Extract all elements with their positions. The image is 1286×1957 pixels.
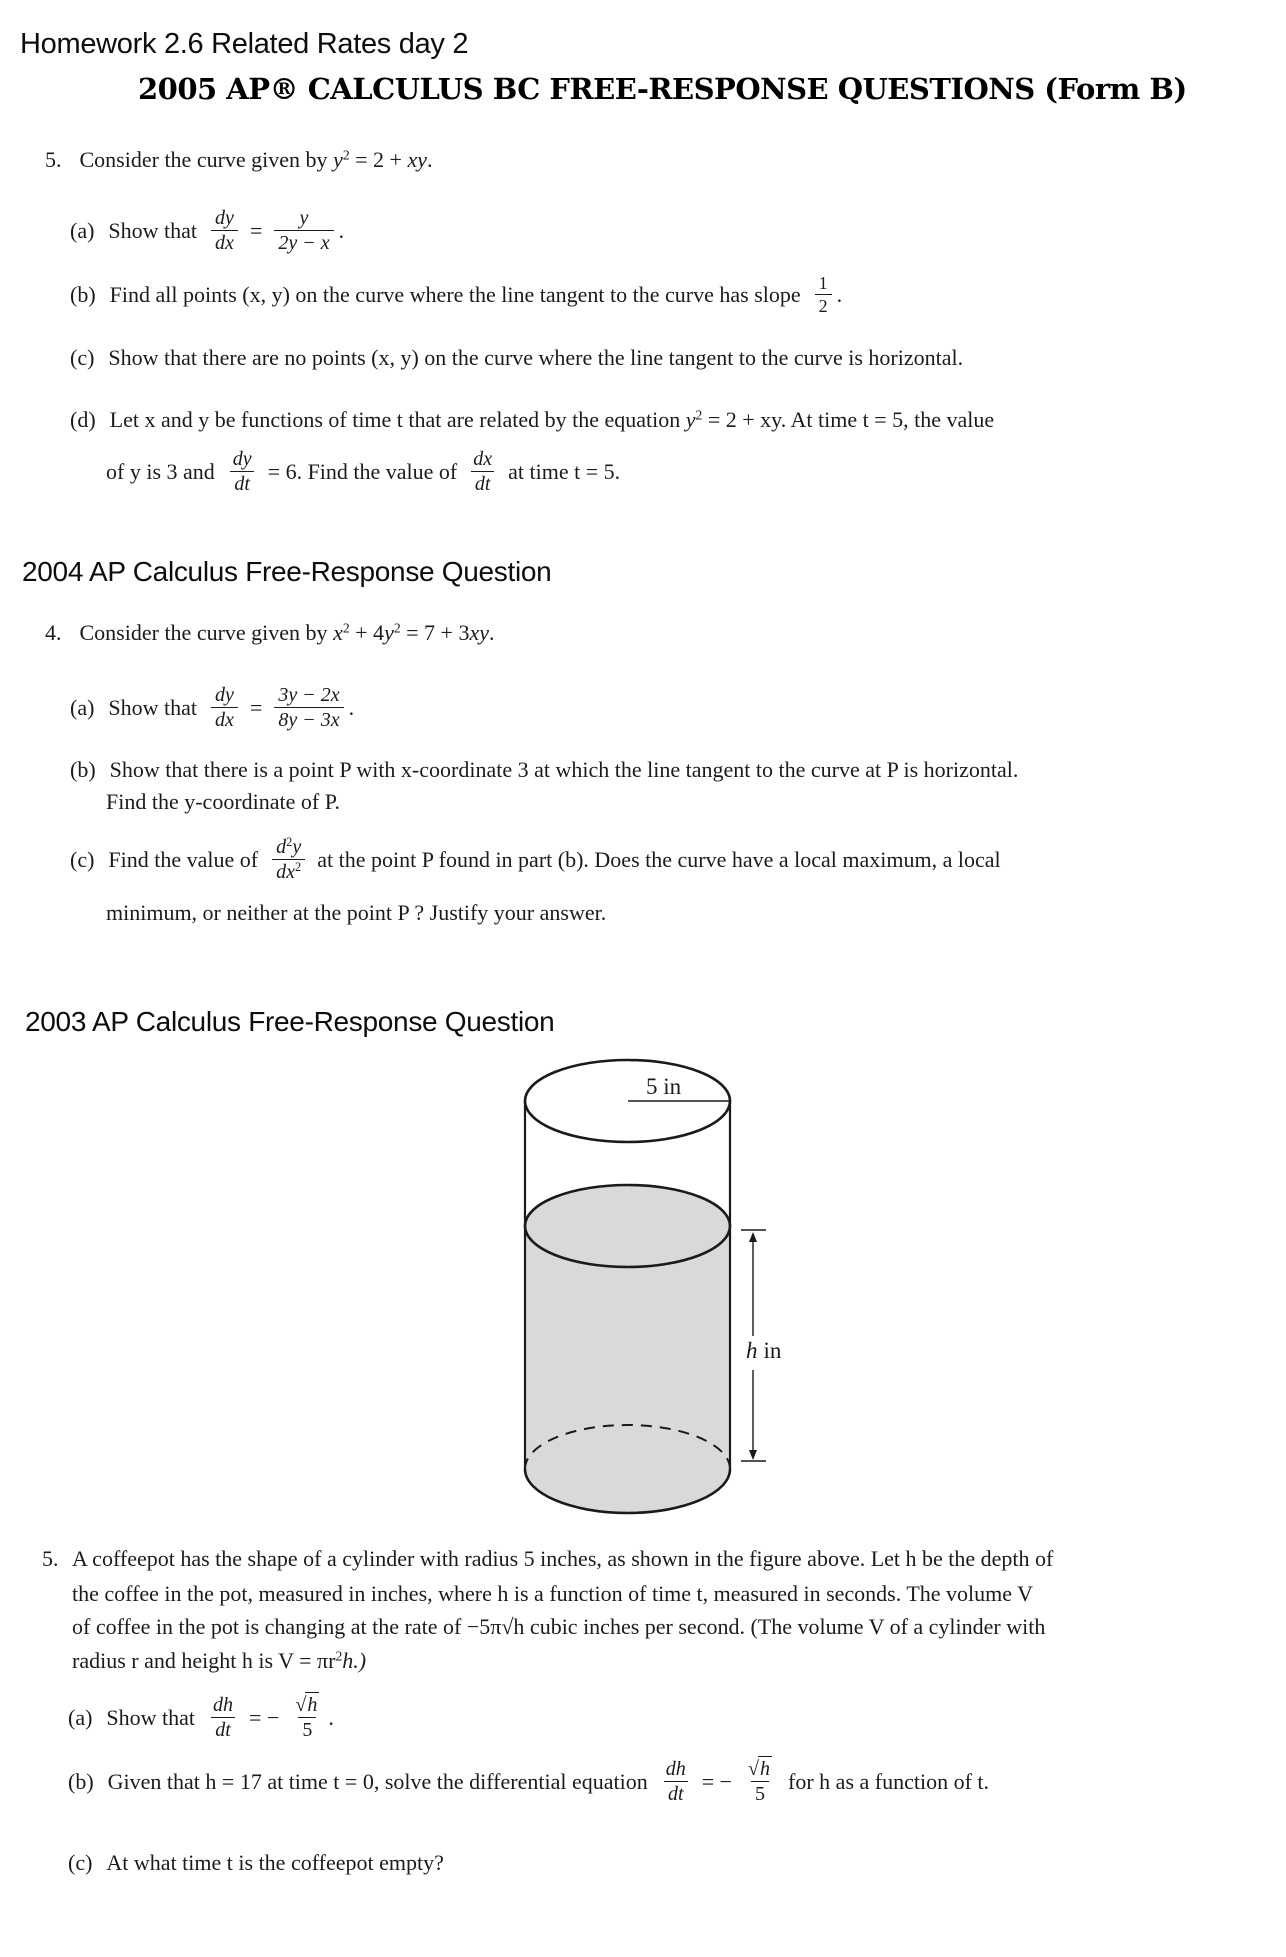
- sqrt-argument: h: [760, 1758, 771, 1780]
- part-text: Show that: [106, 1704, 196, 1730]
- fraction-denominator: 5: [298, 1717, 316, 1741]
- fraction-denominator: dx: [211, 707, 238, 731]
- stem-text: Consider the curve given by: [79, 620, 334, 645]
- part-text: Show that there are no points (x, y) on the curve where the line tangent to the curve is horizontal.: [108, 345, 964, 370]
- q5-2005-stem: [45, 147, 433, 173]
- q5-2005-part-a: [70, 207, 344, 255]
- homework-title: Homework 2.6 Related Rates day 2: [20, 28, 469, 60]
- q4-2004-stem: [45, 620, 495, 646]
- q5-2005-part-d-line1: [70, 407, 994, 433]
- math-var: d: [276, 836, 287, 858]
- math-var: dx: [276, 861, 296, 884]
- fraction-numerator: [744, 1758, 776, 1781]
- height-label: [746, 1338, 782, 1363]
- part-text: at time t = 5.: [508, 458, 621, 484]
- fraction-one-half: [815, 273, 832, 316]
- fraction-numerator: y: [299, 207, 309, 229]
- fraction-dh-dt: [662, 1758, 690, 1806]
- q4-2004-part-b-line1: [70, 757, 1018, 783]
- fraction-numerator: dy: [215, 684, 234, 706]
- part-label: (c): [70, 345, 95, 370]
- q5-2003-part-c: [68, 1850, 444, 1876]
- fraction-sqrth-over-5: [744, 1758, 776, 1806]
- fraction-numerator: dy: [232, 448, 252, 470]
- fraction-numerator: dh: [665, 1758, 686, 1780]
- q5-2003-line2: [72, 1581, 1033, 1607]
- equals-sign: = −: [701, 1768, 733, 1794]
- question-number: 5.: [45, 147, 62, 172]
- math-var: xy: [407, 147, 427, 172]
- fraction-sqrth-over-5: [291, 1694, 323, 1742]
- part-label: (b): [70, 281, 96, 307]
- part-label: (d): [70, 407, 96, 432]
- q5-2003-line4: [72, 1648, 366, 1674]
- period: .: [348, 694, 355, 720]
- q4-2004-part-b-line2: [106, 789, 340, 815]
- fraction-numerator: dx: [473, 448, 493, 470]
- stem-text: A coffeepot has the shape of a cylinder with radius 5 inches, as shown in the figure above. Let h be the depth of: [72, 1546, 1054, 1571]
- height-arrow-down: [749, 1450, 757, 1460]
- section-2003-heading: 2003 AP Calculus Free-Response Question: [25, 1006, 555, 1037]
- q5-2003-number: [42, 1546, 59, 1572]
- math-exponent: 2: [295, 860, 302, 875]
- stem-text: Consider the curve given by: [79, 147, 334, 172]
- part-text: of y is 3 and: [106, 458, 215, 484]
- math-var: y: [384, 620, 394, 645]
- fraction-denominator: 5: [751, 1781, 769, 1805]
- fraction-numerator: 3y − 2x: [278, 684, 340, 706]
- part-label: (a): [70, 217, 95, 243]
- math-var: y: [685, 407, 696, 432]
- q5-2005-part-b: [70, 273, 842, 316]
- height-unit: in: [763, 1338, 782, 1363]
- part-text: Show that: [108, 694, 198, 720]
- math-exponent: 2: [342, 147, 350, 163]
- stem-text: h.): [342, 1648, 367, 1673]
- part-label: (c): [68, 1850, 93, 1875]
- part-text: Find the y-coordinate of P.: [106, 789, 341, 814]
- math-var: y: [292, 836, 302, 858]
- equals-sign: = −: [249, 1704, 280, 1730]
- section-2004-heading: 2004 AP Calculus Free-Response Question: [22, 556, 552, 587]
- part-label: (c): [70, 846, 95, 872]
- period: .: [328, 1704, 334, 1730]
- part-text: minimum, or neither at the point P ? Justify your answer.: [106, 900, 607, 925]
- stem-text: = 7 + 3: [400, 620, 470, 645]
- height-var: h: [746, 1338, 758, 1363]
- part-text: Show that: [108, 217, 198, 243]
- part-text: Find the value of: [108, 846, 259, 872]
- math-var: x: [333, 620, 343, 645]
- math-var: y: [333, 147, 343, 172]
- fraction-numerator: [272, 836, 305, 859]
- part-text: = 6. Find the value of: [267, 458, 458, 484]
- fraction-dy-dt: [229, 448, 256, 496]
- part-label: (b): [68, 1768, 94, 1794]
- question-number: 5.: [42, 1546, 59, 1571]
- stem-text: + 4: [349, 620, 385, 645]
- part-text: Show that there is a point P with x-coordinate 3 at which the line tangent to the curve at P is horizontal.: [109, 757, 1019, 782]
- period: .: [836, 281, 843, 307]
- q4-2004-part-a: [70, 684, 354, 732]
- fraction-numerator: 1: [818, 273, 828, 293]
- stem-text: .: [489, 620, 495, 645]
- equals-sign: =: [249, 694, 263, 720]
- q4-2004-part-c-line2: [106, 900, 606, 926]
- fraction-denominator: dx: [211, 230, 238, 254]
- math-exponent: 2: [393, 620, 401, 636]
- fraction-denominator: 2: [815, 294, 832, 316]
- coffee-fill: [525, 1185, 730, 1513]
- fraction-dy-dx: [211, 207, 238, 255]
- part-label: (a): [68, 1704, 93, 1730]
- fraction-denominator: 8y − 3x: [274, 707, 343, 731]
- coffeepot-figure: [500, 1040, 820, 1540]
- part-text: At what time t is the coffeepot empty?: [106, 1850, 444, 1875]
- q5-2003-part-a: [68, 1694, 334, 1742]
- fraction-y-over-2y-x: [274, 207, 333, 255]
- equals-sign: =: [249, 217, 263, 243]
- stem-text: of coffee in the pot is changing at the rate of −5π√h cubic inches per second. (The volume V of a cylinder with: [72, 1614, 1046, 1639]
- part-text: Find all points (x, y) on the curve where the line tangent to the curve has slope: [109, 281, 801, 307]
- part-text: at the point P found in part (b). Does the curve have a local maximum, a local: [317, 846, 1001, 872]
- ap-2005-heading: 2005 AP® CALCULUS BC FREE-RESPONSE QUESTIONS (Form B): [138, 72, 1187, 106]
- fraction-numerator: [291, 1694, 323, 1717]
- stem-text: the coffee in the pot, measured in inches, where h is a function of time t, measured in seconds. The volume V: [72, 1581, 1034, 1606]
- fraction-denominator: dt: [664, 1781, 688, 1805]
- math-exponent: 2: [335, 1648, 343, 1664]
- fraction-denominator: [272, 859, 305, 883]
- q5-2003-line3: [72, 1614, 1045, 1640]
- math-exponent: 2: [342, 620, 350, 636]
- fraction-numerator: dh: [213, 1694, 234, 1716]
- part-text: Let x and y be functions of time t that are related by the equation: [109, 407, 686, 432]
- fraction-dx-dt: [469, 448, 496, 496]
- q5-2003-part-b: [68, 1758, 996, 1806]
- part-label: (b): [70, 757, 96, 782]
- fraction-denominator: dt: [471, 471, 495, 495]
- fraction-dy-dx: [211, 684, 238, 732]
- stem-text: = 2 +: [349, 147, 408, 172]
- fraction-dh-dt: [209, 1694, 237, 1742]
- fraction-denominator: dt: [230, 471, 254, 495]
- question-number: 4.: [45, 620, 62, 645]
- stem-text: .: [427, 147, 433, 172]
- fraction-denominator: 2y − x: [274, 230, 333, 254]
- stem-text: radius r and height h is V = πr: [72, 1648, 336, 1673]
- part-text: = 2 + xy. At time t = 5, the value: [702, 407, 995, 432]
- q4-2004-part-c-line1: [70, 836, 1008, 884]
- fraction-denominator: dt: [211, 1717, 235, 1741]
- sqrt-icon: √: [295, 1694, 307, 1716]
- fraction-3y2x-over-8y3x: [274, 684, 343, 732]
- q5-2005-part-d-line2: [106, 448, 627, 496]
- math-var: xy: [469, 620, 489, 645]
- part-text: for h as a function of t.: [788, 1768, 990, 1794]
- math-exponent: 2: [286, 835, 293, 850]
- q5-2003-line1: [72, 1546, 1053, 1572]
- fraction-d2y-dx2: [272, 836, 305, 884]
- sqrt-icon: √: [748, 1758, 760, 1780]
- part-label: (a): [70, 694, 95, 720]
- period: .: [338, 217, 345, 243]
- radius-label: 5 in: [646, 1074, 682, 1099]
- math-exponent: 2: [695, 407, 703, 423]
- fraction-numerator: dy: [215, 207, 234, 229]
- part-text: Given that h = 17 at time t = 0, solve the differential equation: [107, 1768, 648, 1794]
- sqrt-argument: h: [307, 1694, 318, 1716]
- q5-2005-part-c: [70, 345, 963, 371]
